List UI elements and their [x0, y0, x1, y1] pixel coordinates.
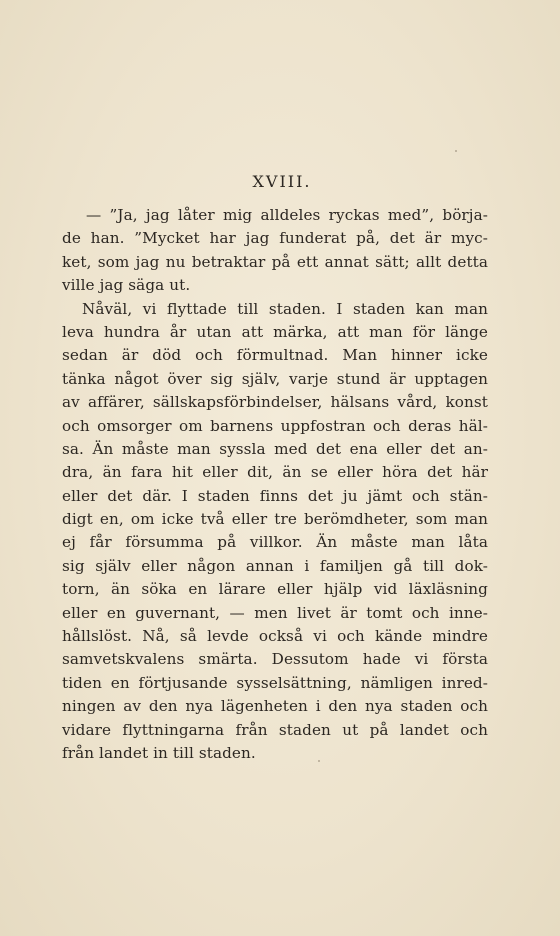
text-line: från landet in till staden.	[62, 743, 256, 762]
paper-speck	[318, 760, 320, 762]
text-line: vidare flyttningarna från staden ut på landet och	[62, 720, 488, 739]
text-line: ej får försumma på villkor. Än måste man låta	[62, 533, 488, 552]
paper-speck	[455, 150, 457, 152]
text-line: samvetskvalens smärta. Dessutom hade vi första	[62, 650, 488, 669]
text-line: ket, som jag nu betraktar på ett annat sätt; allt detta	[62, 252, 488, 271]
text-line: Nåväl, vi flyttade till staden. I staden kan man	[82, 299, 488, 318]
text-line: tiden en förtjusande sysselsättning, nämligen inred-	[62, 673, 488, 692]
text-block	[62, 168, 488, 765]
text-line: av affärer, sällskapsförbindelser, hälsans vård, konst	[62, 393, 488, 412]
text-line: eller det där. I staden finns det ju jämt och stän-	[62, 486, 488, 505]
text-line: — ”Ja, jag låter mig alldeles ryckas med”, börja-	[86, 206, 488, 224]
text-line: ville jag säga ut.	[62, 276, 191, 295]
text-line: eller en guvernant, — men livet är tomt och inne-	[62, 603, 488, 622]
text-line: sedan är död och förmultnad. Man hinner icke	[62, 346, 488, 365]
chapter-heading: XVIII.	[252, 172, 312, 191]
text-line: digt en, om icke två eller tre berömdheter, som man	[62, 510, 488, 529]
text-line: dra, än fara hit eller dit, än se eller höra det här	[62, 463, 488, 482]
text-line: sig själv eller någon annan i familjen gå till dok-	[62, 556, 488, 575]
text-line: sa. Än måste man syssla med det ena eller det an-	[62, 439, 488, 458]
text-line: och omsorger om barnens uppfostran och deras häl-	[62, 416, 488, 435]
text-line: ningen av den nya lägenheten i den nya staden och	[62, 697, 488, 716]
text-line: de han. ”Mycket har jag funderat på, det är myc-	[62, 229, 488, 248]
text-line: hållslöst. Nå, så levde också vi och kände mindre	[62, 627, 488, 646]
text-line: torn, än söka en lärare eller hjälp vid läxläsning	[62, 580, 488, 599]
text-line: tänka något över sig själv, varje stund är upptagen	[62, 369, 488, 388]
text-line: leva hundra år utan att märka, att man för länge	[62, 322, 488, 341]
